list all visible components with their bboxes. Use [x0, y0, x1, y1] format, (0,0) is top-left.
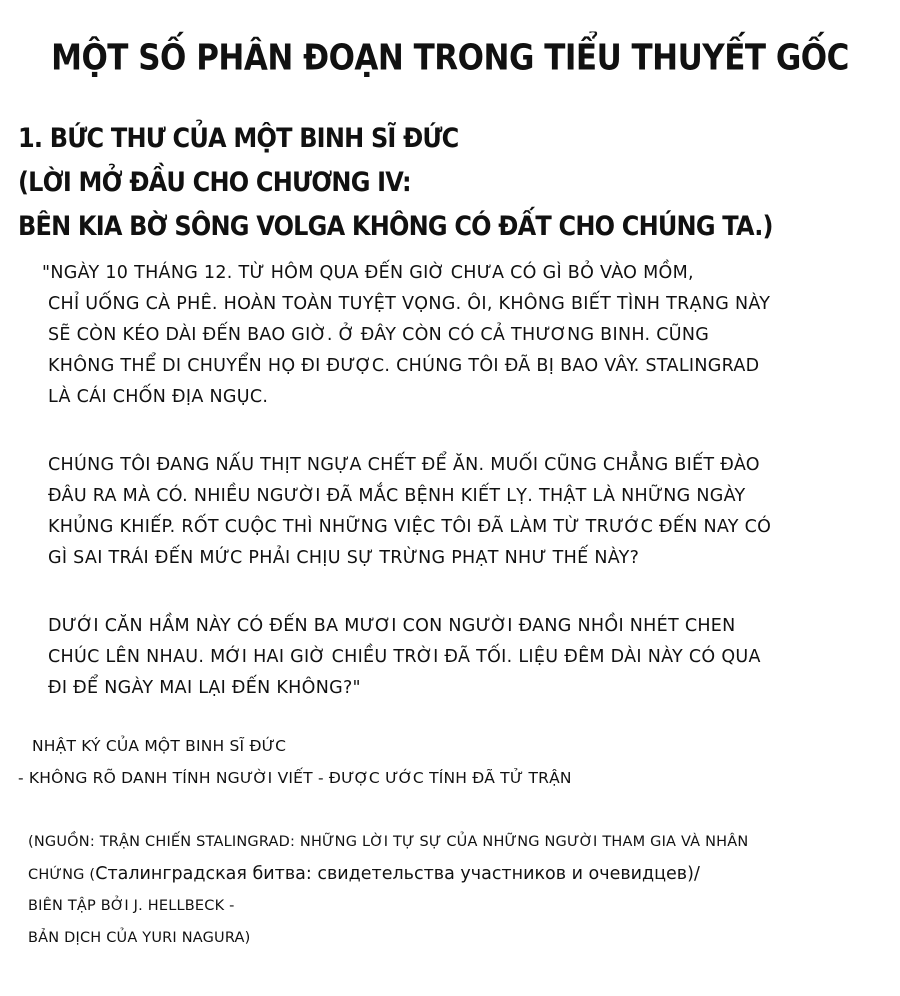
section-heading-line: (LỜI MỞ ĐẦU CHO CHƯƠNG IV:	[18, 166, 411, 198]
source-line: BIÊN TẬP BỞI J. HELLBECK -	[28, 898, 235, 914]
letter-line: DƯỚI CĂN HẦM NÀY CÓ ĐẾN BA MƯƠI CON NGƯỜI ĐANG NHỒI NHÉT CHEN	[48, 616, 736, 636]
source-line: (NGUỒN: TRẬN CHIẾN STALINGRAD: NHỮNG LỜI TỰ SỰ CỦA NHỮNG NGƯỜI THAM GIA VÀ NHÂN	[28, 834, 749, 850]
letter-line: GÌ SAI TRÁI ĐẾN MỨC PHẢI CHỊU SỰ TRỪNG PHẠT NHƯ THẾ NÀY?	[48, 548, 640, 568]
attribution-line: NHẬT KÝ CỦA MỘT BINH SĨ ĐỨC	[32, 737, 287, 755]
russian-title: Сталинградская битва: свидетельства участников и очевидцев)/	[95, 864, 700, 884]
attribution-line: - KHÔNG RÕ DANH TÍNH NGƯỜI VIẾT - ĐƯỢC ƯỚC TÍNH ĐÃ TỬ TRẬN	[18, 769, 572, 787]
attribution	[18, 730, 572, 794]
letter-line: CHỈ UỐNG CÀ PHÊ. HOÀN TOÀN TUYỆT VỌNG. ÔI, KHÔNG BIẾT TÌNH TRẠNG NÀY	[48, 294, 771, 314]
letter-paragraph	[42, 258, 892, 413]
letter-line: CHÚNG TÔI ĐANG NẤU THỊT NGỰA CHẾT ĐỂ ĂN. MUỐI CŨNG CHẲNG BIẾT ĐÀO	[48, 455, 760, 475]
source-line	[28, 858, 748, 890]
section-heading-line: 1. BỨC THƯ CỦA MỘT BINH SĨ ĐỨC	[18, 122, 459, 154]
section-heading	[18, 116, 773, 248]
letter-paragraph	[42, 611, 892, 704]
letter-body	[42, 258, 892, 741]
letter-line: KHỦNG KHIẾP. RỐT CUỘC THÌ NHỮNG VIỆC TÔI ĐÃ LÀM TỪ TRƯỚC ĐẾN NAY CÓ	[48, 517, 772, 537]
source-line: BẢN DỊCH CỦA YURI NAGURA)	[28, 930, 251, 946]
source-line-prefix: CHỨNG (	[28, 867, 96, 883]
section-heading-line: BÊN KIA BỜ SÔNG VOLGA KHÔNG CÓ ĐẤT CHO CHÚNG TA.)	[18, 210, 773, 242]
page-title: MỘT SỐ PHÂN ĐOẠN TRONG TIỂU THUYẾT GỐC	[51, 37, 849, 79]
letter-line: "NGÀY 10 THÁNG 12. TỪ HÔM QUA ĐẾN GIỜ CHƯA CÓ GÌ BỎ VÀO MỒM,	[42, 263, 694, 283]
letter-line: ĐÂU RA MÀ CÓ. NHIỀU NGƯỜI ĐÃ MẮC BỆNH KIẾT LỴ. THẬT LÀ NHỮNG NGÀY	[48, 486, 746, 506]
letter-line: KHÔNG THỂ DI CHUYỂN HỌ ĐI ĐƯỢC. CHÚNG TÔI ĐÃ BỊ BAO VÂY. STALINGRAD	[48, 356, 760, 376]
letter-paragraph	[42, 450, 892, 574]
source-citation	[28, 826, 748, 954]
letter-line: ĐI ĐỂ NGÀY MAI LẠI ĐẾN KHÔNG?"	[48, 678, 361, 698]
letter-line: SẼ CÒN KÉO DÀI ĐẾN BAO GIỜ. Ở ĐÂY CÒN CÓ CẢ THƯƠNG BINH. CŨNG	[48, 325, 710, 345]
letter-line: CHÚC LÊN NHAU. MỚI HAI GIỜ CHIỀU TRỜI ĐÃ TỐI. LIỆU ĐÊM DÀI NÀY CÓ QUA	[48, 647, 761, 667]
letter-line: LÀ CÁI CHỐN ĐỊA NGỤC.	[48, 387, 269, 407]
